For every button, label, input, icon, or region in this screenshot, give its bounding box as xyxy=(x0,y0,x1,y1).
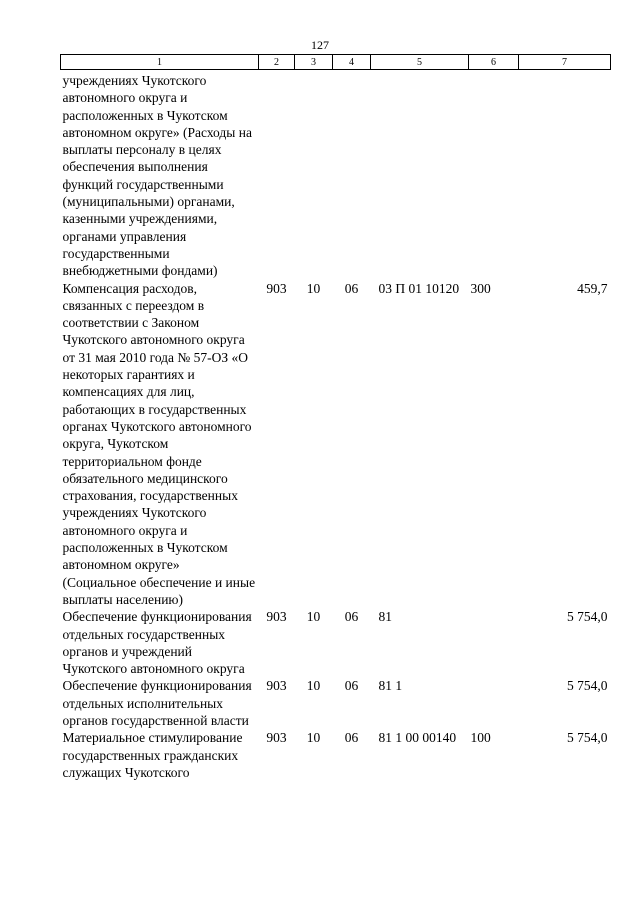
table-row xyxy=(61,608,611,677)
row-amount: 5 754,0 xyxy=(567,730,608,746)
row-ministry-code: 903 xyxy=(266,730,287,746)
row-name: учреждениях Чукотского автономного округа и расположенных в Чукотском автономном округе» (Расходы на выплаты персоналу в целях обеспечения выполнения функций государственными (муниципальными) органами, казенными учреждениями, органами управления государственными внебюджетными фондами) xyxy=(62,73,252,279)
column-header: 2 xyxy=(259,55,295,70)
row-section-code: 10 xyxy=(306,280,321,296)
row-expense-type: 100 xyxy=(470,730,491,746)
row-section-code: 10 xyxy=(306,678,321,694)
row-target-code xyxy=(371,70,469,280)
table-row xyxy=(61,70,611,280)
column-header: 4 xyxy=(333,55,371,70)
row-subsection-code: 06 xyxy=(344,609,359,625)
row-subsection-code: 06 xyxy=(344,678,359,694)
row-ministry-code: 903 xyxy=(266,678,287,694)
row-amount: 5 754,0 xyxy=(567,609,608,625)
row-section-code xyxy=(295,70,333,280)
row-expense-type xyxy=(469,677,519,729)
row-target-code: 81 xyxy=(378,609,392,625)
row-subsection-code: 06 xyxy=(344,730,359,746)
row-section-code: 10 xyxy=(306,609,321,625)
row-ministry-code: 903 xyxy=(266,280,287,296)
table-row xyxy=(61,280,611,609)
column-header: 7 xyxy=(519,55,611,70)
row-name: Материальное стимулирование государственных гражданских служащих Чукотского xyxy=(62,730,243,780)
table-row xyxy=(61,677,611,729)
row-expense-type xyxy=(469,70,519,280)
row-target-code: 03 П 01 10120 xyxy=(378,280,460,296)
column-header: 1 xyxy=(61,55,259,70)
column-header: 6 xyxy=(469,55,519,70)
table-row xyxy=(61,729,611,781)
row-amount xyxy=(519,70,611,280)
page-number: 127 xyxy=(311,38,329,52)
row-name: Обеспечение функционирования отдельных исполнительных органов государственной власти xyxy=(62,678,252,728)
column-header: 5 xyxy=(371,55,469,70)
row-section-code: 10 xyxy=(306,730,321,746)
row-target-code: 81 1 00 00140 xyxy=(378,730,457,746)
row-amount: 459,7 xyxy=(577,280,608,296)
row-name: Компенсация расходов, связанных с переездом в соответствии с Законом Чукотского автономного округа от 31 мая 2010 года № 57-ОЗ «О некоторых гарантиях и компенсациях для лиц, работающих в государственных органах Чукотского автономного округа, Чукотском территориальном фонде обязательного медицинского страхования, государственных учреждениях Чукотского автономного округа и расположенных в Чукотском автономном округе» (Социальное обеспечение и иные выплаты населению) xyxy=(62,280,256,607)
row-ministry-code xyxy=(259,70,295,280)
row-amount: 5 754,0 xyxy=(567,678,608,694)
column-header: 3 xyxy=(295,55,333,70)
row-expense-type: 300 xyxy=(470,280,491,296)
row-expense-type xyxy=(469,608,519,677)
row-ministry-code: 903 xyxy=(266,609,287,625)
row-target-code: 81 1 xyxy=(378,678,403,694)
row-subsection-code xyxy=(333,70,371,280)
budget-table xyxy=(60,54,611,781)
row-name: Обеспечение функционирования отдельных государственных органов и учреждений Чукотского автономного округа xyxy=(62,609,252,677)
table-header-row xyxy=(61,55,611,70)
row-subsection-code: 06 xyxy=(344,280,359,296)
